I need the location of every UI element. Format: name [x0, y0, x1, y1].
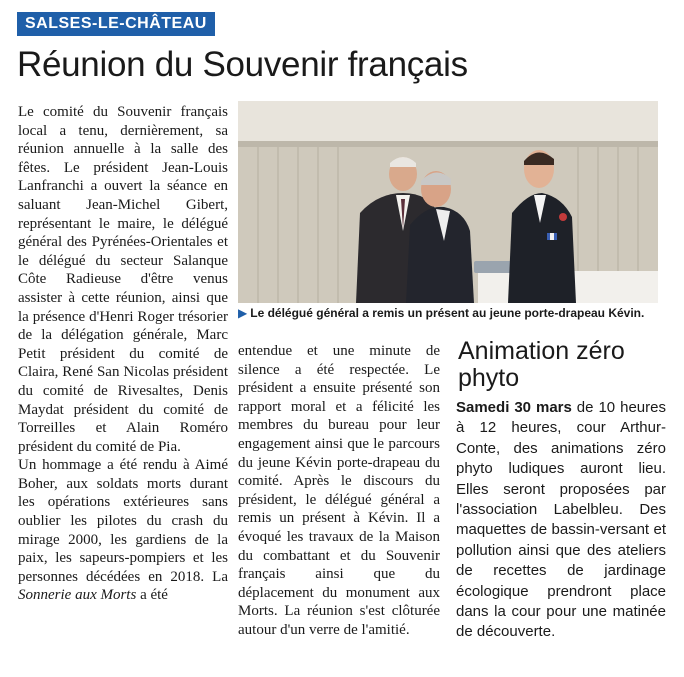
sidebar-body: de 10 heures à 12 heures, cour Arthur-Conte, des animations zéro phyto ludiques auront lieu. Elles seront proposées par l'association Labelbleu. Des maquettes de bassin-versant et pollution ainsi que des ateliers de recettes de jardinage écologique prendront place dans la cour pour une matinée de découverte. — [456, 399, 666, 641]
paragraph-2-end: a été — [136, 587, 168, 604]
caption-marker-icon: ▶ — [238, 306, 248, 320]
section-kicker: SALSES-LE-CHÂTEAU — [17, 12, 215, 36]
article-paragraph-1: Le comité du Souvenir français local a tenu, dernièrement, sa réunion annuelle à la salle des fêtes. Le président Jean-Louis Lanfranchi a ouvert la séance en saluant Jean-Michel Gibert, représentant le maire, le délégué général des Pyrénées-Orientales et le délégué du secteur Salanque Côte Radieuse d'être venus assister à cette réunion, ainsi que la présence d'Henri Roger trésorier de la délégation générale, Marc Petit président du comité de Claira, René San Nicolas président du comité de Rivesaltes, Denis Maydat président du comité de Torreilles et Alain Roméro président du comité de Pia. — [18, 104, 228, 455]
sonnerie-italic: Sonnerie aux Morts — [18, 587, 137, 604]
ceremony-photo-illustration — [238, 101, 658, 303]
paragraph-2-text: Un hommage a été rendu à Aimé Boher, aux soldats morts durant les opérations extérieures sans oublier les pilotes du crash du mirage 2000, les gardiens de la paix, les sapeurs-pompiers et les personnes décédées en 2018. La — [18, 457, 228, 585]
photo-caption — [238, 306, 658, 320]
article-column-2 — [238, 342, 440, 640]
article-paragraph-continued: entendue et une minute de silence a été respectée. Le président a ensuite présenté son rapport moral et a félicité les membres du bureau pour leur engagement ainsi que le parcours du jeune Kévin porte-drapeau du comité. Après le discours du président, le délégué général a remis un présent à Kévin. Il a évoqué les travaux de la Maison du combattant et du Souvenir français ainsi que du déplacement du monument aux Morts. La réunion s'est clôturée autour d'un verre de l'amitié. — [238, 343, 440, 638]
article-paragraph-2 — [18, 456, 228, 605]
article-photo — [238, 101, 658, 303]
article-column-1 — [18, 103, 228, 605]
caption-text: Le délégué général a remis un présent au jeune porte-drapeau Kévin. — [250, 306, 645, 320]
sidebar-lead-date: Samedi 30 mars — [456, 399, 572, 416]
article-headline: Réunion du Souvenir français — [17, 45, 468, 84]
sidebar-paragraph — [456, 398, 666, 643]
sidebar-column — [456, 398, 666, 643]
sidebar-title: Animation zéro phyto — [458, 337, 625, 392]
